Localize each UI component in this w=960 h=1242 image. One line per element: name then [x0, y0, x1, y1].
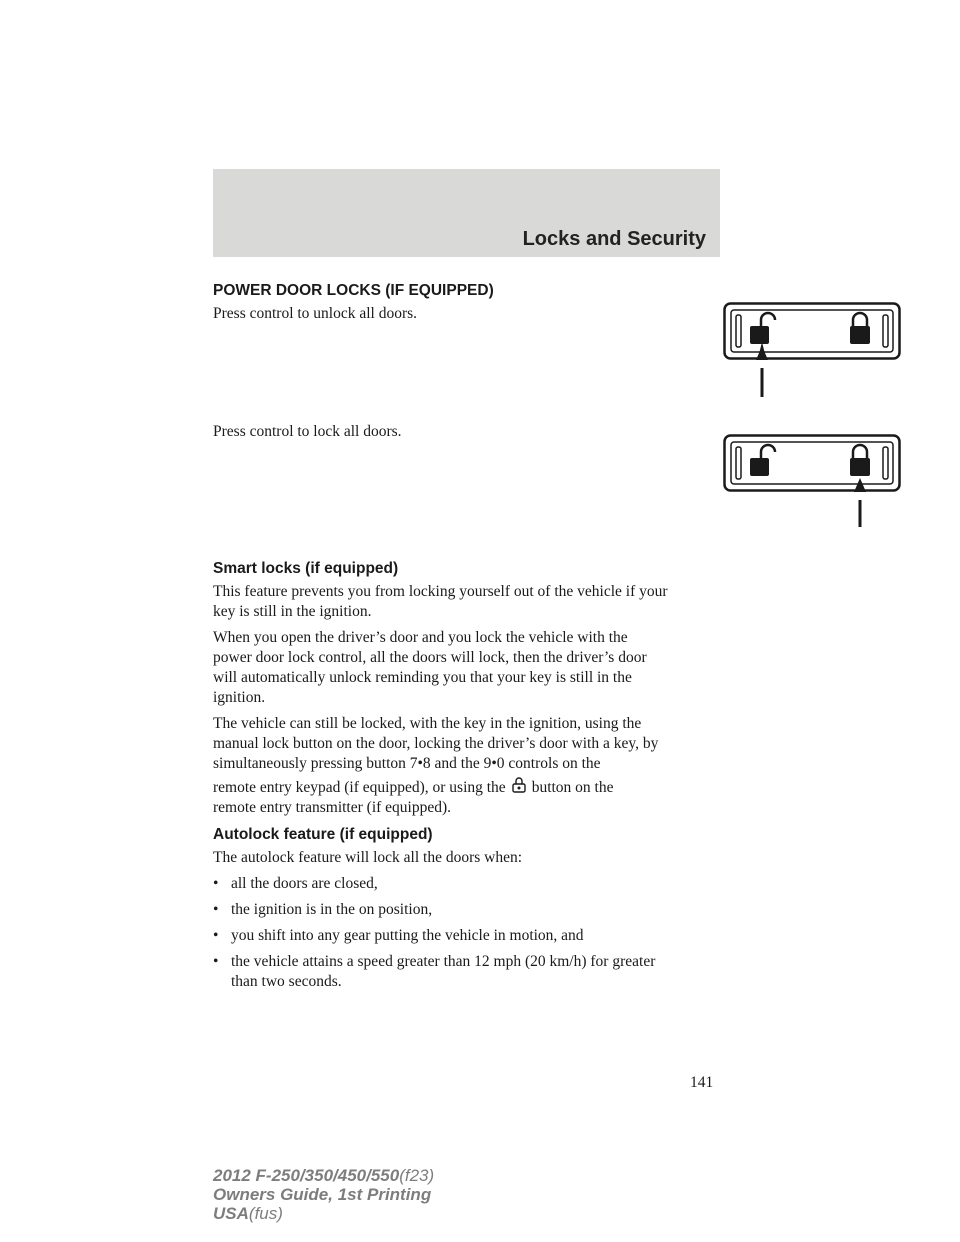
list-item-text: the ignition is in the on position, — [231, 901, 433, 918]
lock-button-icon — [510, 776, 528, 794]
text-line: power door lock control, all the doors will lock, then the driver’s door — [213, 649, 647, 666]
list-item-text: all the doors are closed, — [231, 875, 378, 892]
text-line: The vehicle can still be locked, with the key in the ignition, using the — [213, 715, 642, 732]
text-fragment: button on the — [531, 779, 614, 796]
footer-market: USA — [213, 1204, 249, 1223]
arrow-up-icon — [756, 342, 768, 397]
locked-padlock-icon — [850, 445, 870, 476]
page-number: 141 — [690, 1074, 714, 1091]
list-item-text: than two seconds. — [231, 973, 342, 990]
text-line: This feature prevents you from locking yourself out of the vehicle if your — [213, 583, 668, 600]
footer-line — [213, 1185, 434, 1204]
text-fragment: remote entry keypad (if equipped), or using the — [213, 779, 506, 796]
footer-line — [213, 1204, 434, 1223]
footer-market-code: (fus) — [248, 1204, 283, 1223]
section-title: Locks and Security — [522, 228, 706, 250]
section-header-band — [213, 169, 720, 257]
text-line: simultaneously pressing button 7•8 and the 9•0 controls on the — [213, 755, 601, 772]
locked-padlock-icon — [850, 313, 870, 344]
text-line: manual lock button on the door, locking the driver’s door with a key, by — [213, 735, 659, 752]
bullet-icon: • — [213, 953, 219, 970]
footer-edition: Owners Guide, 1st Printing — [213, 1185, 432, 1204]
list-item-text: you shift into any gear putting the vehicle in motion, and — [231, 927, 584, 944]
text-line: will automatically unlock reminding you that your key is still in the — [213, 669, 632, 686]
footer-line — [213, 1166, 434, 1185]
arrow-up-icon — [854, 478, 866, 527]
bullet-icon: • — [213, 901, 219, 918]
unlock-control-diagram — [723, 302, 901, 400]
autolock-heading: Autolock feature (if equipped) — [213, 826, 433, 843]
unlock-instruction: Press control to unlock all doors. — [213, 305, 418, 322]
unlocked-padlock-icon — [750, 313, 775, 344]
text-line: key is still in the ignition. — [213, 603, 372, 620]
footer-model: 2012 F-250/350/450/550 — [213, 1166, 400, 1185]
list-item-text: the vehicle attains a speed greater than 12 mph (20 km/h) for greater — [231, 953, 656, 970]
unlocked-padlock-icon — [750, 445, 775, 476]
autolock-intro: The autolock feature will lock all the doors when: — [213, 849, 523, 866]
bullet-icon: • — [213, 875, 219, 892]
text-line: remote entry transmitter (if equipped). — [213, 799, 452, 816]
document-footer — [213, 1166, 434, 1223]
lock-instruction: Press control to lock all doors. — [213, 423, 402, 440]
lock-control-diagram — [723, 434, 901, 532]
smart-locks-heading: Smart locks (if equipped) — [213, 560, 399, 577]
text-line: When you open the driver’s door and you lock the vehicle with the — [213, 629, 628, 646]
power-door-locks-heading: POWER DOOR LOCKS (IF EQUIPPED) — [213, 282, 494, 299]
bullet-icon: • — [213, 927, 219, 944]
footer-code: (f23) — [399, 1166, 435, 1185]
text-line — [213, 776, 614, 798]
text-line: ignition. — [213, 689, 266, 706]
